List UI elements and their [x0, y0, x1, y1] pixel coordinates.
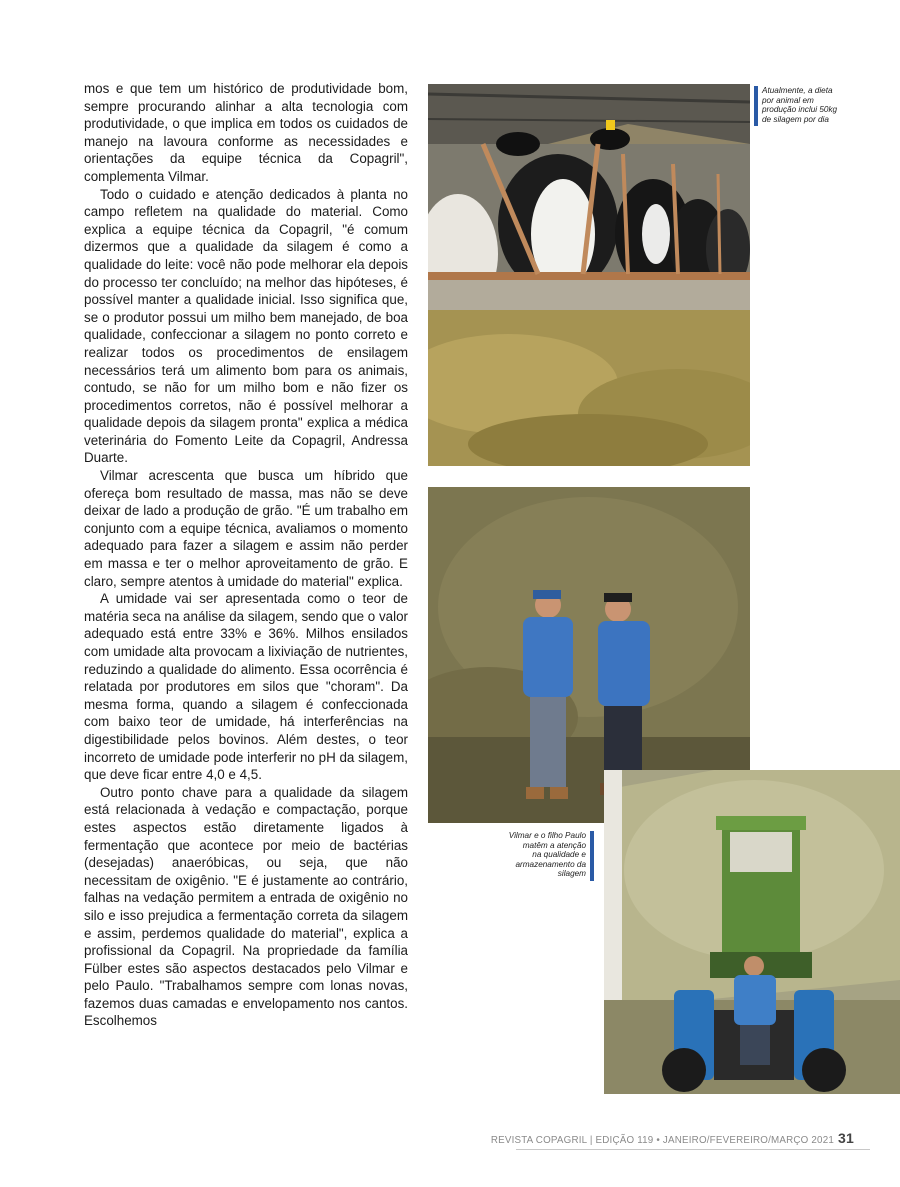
paragraph-1: mos e que tem um histórico de produtividade bom, sempre procurando alinhar a alta tecnologia com produtividade, o que implica em todos os cuidados de manejo na lavoura conforme as necessidades e orientações da equipe técnica da Copagril", complementa Vilmar. [84, 81, 408, 184]
caption-line: Atualmente, a dieta [762, 86, 833, 95]
cows-photo [428, 84, 750, 466]
caption-accent-bar [590, 831, 594, 881]
footer-publication: REVISTA COPAGRIL | EDIÇÃO 119 • JANEIRO/FEVEREIRO/MARÇO 2021 [490, 1135, 835, 1146]
paragraph-5: Outro ponto chave para a qualidade da silagem está relacionada à vedação e compactação, porque estes aspectos estão diretamente ligados à fermentação que acontece por meio de bactérias (desejadas) anaeróbicas, ou seja, que não necessitam de oxigênio. "E é justamente ao contrário, falhas na vedação permitem a entrada de oxigênio no silo e isso prejudica a fermentação correta da silagem e assim, perdemos qualidade do material", explica a profissional da Copagril. Na propriedade da família Fülber estes são aspectos destacados pelo Vilmar e pelo Paulo. "Trabalhamos sempre com lonas novas, fazemos duas camadas e envelopamento nos cantos. Escolhemos [84, 784, 408, 1029]
caption-line: por animal em [762, 95, 814, 105]
paragraph-4: A umidade vai ser apresentada como o teor de matéria seca na análise da silagem, sendo que o valor adequado está entre 33% e 36%. Milhos ensilados com umidade alta provocam a lixiviação de nutrientes, reduzindo a qualidade do alimento. Essa ocorrência é relatada por produtores em silos que "choram". Da mesma forma, quando a silagem é confeccionada com baixo teor de umidade, há interferências na digestibilidade pelos bovinos. Além destes, o teor incorreto de umidade pode interferir no pH da silagem, que deve ficar entre 4,0 e 4,5. [84, 591, 408, 783]
article-column [84, 80, 408, 1030]
caption-line: silagem [557, 869, 586, 879]
caption-line: Vilmar e o filho Paulo [508, 831, 586, 840]
paragraph-2: Todo o cuidado e atenção dedicados à planta no campo refletem na qualidade do material. Como explica a equipe técnica da Copagril, "é comum dizermos que a qualidade da silagem é como a qualidade do leite: você não pode melhorar ela depois do processo ter concluído; na melhor das hipóteses, é possível manter a qualidade inicial. Isso significa que, se o produtor possui um milho bem manejado, de boa qualidade, confeccionar a silagem no ponto correto e realizar todos os procedimentos de ensilagem necessários terá um alimento bom para os animais, contudo, se não for um milho bom e não fizer os procedimentos corretos, não é possível melhorar a qualidade depois da silagem pronta" explica a médica veterinária do Fomento Leite da Copagril, Andressa Duarte. [84, 186, 408, 466]
footer-divider [516, 1149, 870, 1150]
tractor-photo [604, 770, 900, 1094]
caption-line: produção inclui 50kg [762, 105, 838, 115]
caption-line: de silagem por dia [762, 114, 829, 124]
page-footer [491, 1130, 854, 1146]
caption-line: na qualidade e [532, 850, 586, 860]
caption-accent-bar [754, 86, 758, 126]
farmers-caption [474, 831, 586, 879]
cows-caption [762, 86, 872, 124]
page-number: 31 [838, 1130, 854, 1146]
caption-line: matêm a atenção [522, 840, 586, 850]
caption-line: armazenamento da [515, 859, 586, 869]
paragraph-3: Vilmar acrescenta que busca um híbrido que ofereça bom resultado de massa, mas não se deve deixar de lado a produção de grão. "É um trabalho em conjunto com a equipe técnica, avaliamos o momento adequado para fazer a silagem e assim não perder em massa e ter o melhor aproveitamento de grão. E claro, sempre atentos à umidade do material" explica. [84, 468, 408, 589]
